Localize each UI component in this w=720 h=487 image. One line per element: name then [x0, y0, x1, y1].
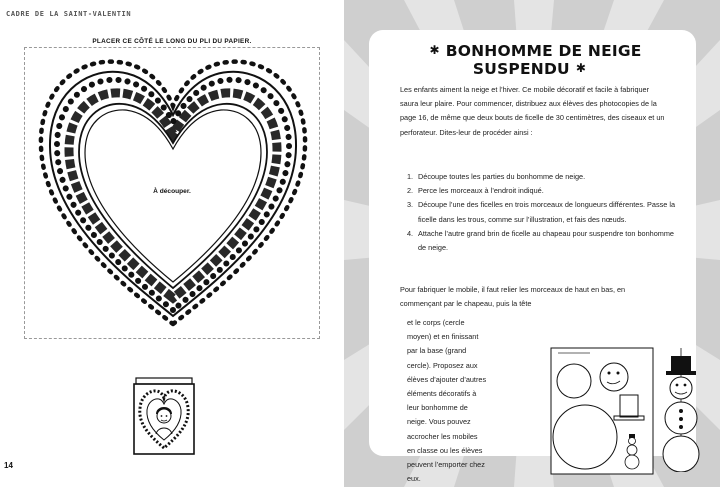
- fold-instruction: PLACER CE CÔTÉ LE LONG DU PLI DU PAPIER.: [92, 38, 252, 45]
- cut-here-label: À découper.: [153, 188, 191, 195]
- activity-card: [369, 30, 696, 484]
- step-text: Perce les morceaux à l’endroit indiqué.: [418, 186, 544, 196]
- star-icon: ✱: [575, 61, 587, 75]
- step-item: [407, 198, 677, 226]
- step-item: [407, 170, 677, 184]
- activity-title-text: BONHOMME DE NEIGE SUSPENDU: [445, 42, 642, 78]
- photocopy-sheet-illustration: [550, 347, 654, 475]
- step-number: 2.: [407, 186, 414, 196]
- left-page: [0, 0, 344, 487]
- assembly-paragraph: Pour fabriquer le mobile, il faut relier les morceaux de haut en bas, en commençant par le chapeau, puis la tête: [400, 285, 626, 309]
- step-text: Découpe toutes les parties du bonhomme de neige.: [418, 172, 586, 181]
- right-page: [344, 0, 720, 487]
- step-text: Attache l’autre grand brin de ficelle au chapeau pour suspendre ton bonhomme de neige.: [418, 228, 674, 253]
- card-example-illustration: [132, 376, 196, 456]
- star-icon: ✱: [429, 43, 440, 57]
- step-item: [407, 184, 677, 198]
- assembly-paragraph-continued: et le corps (cercle moyen) et en finissant par la base (grand cercle). Proposez aux élèves d’ajouter d’autres éléments décoratifs à leur bonhomme de neige. Vous pouvez accrocher les mobiles en classe ou les élèves peuvent l’emporter chez eux.: [407, 318, 487, 484]
- step-item: [407, 227, 677, 255]
- snowman-illustration: [657, 348, 705, 472]
- step-number: 3.: [407, 200, 414, 210]
- instruction-steps: [407, 170, 677, 255]
- step-text: Découpe l’une des ficelles en trois morceaux de longueurs différentes. Passe la ficelle dans les trous, comme sur l’illustration, et fais des nœuds.: [418, 200, 676, 224]
- page-number: 14: [4, 461, 13, 470]
- activity-title: [369, 42, 696, 78]
- running-head: CADRE DE LA SAINT-VALENTIN: [6, 10, 132, 18]
- step-number: 4.: [407, 228, 414, 238]
- intro-paragraph: Les enfants aiment la neige et l’hiver. Ce mobile décoratif et facile à fabriquer saura leur plaire. Pour commencer, distribuez aux élèves des photocopies de la page 16, de même que deux bouts de ficelle de 30 centimètres, des ciseaux et un perforateur. Dites-leur de procéder ainsi :: [400, 85, 665, 137]
- step-number: 1.: [407, 172, 414, 181]
